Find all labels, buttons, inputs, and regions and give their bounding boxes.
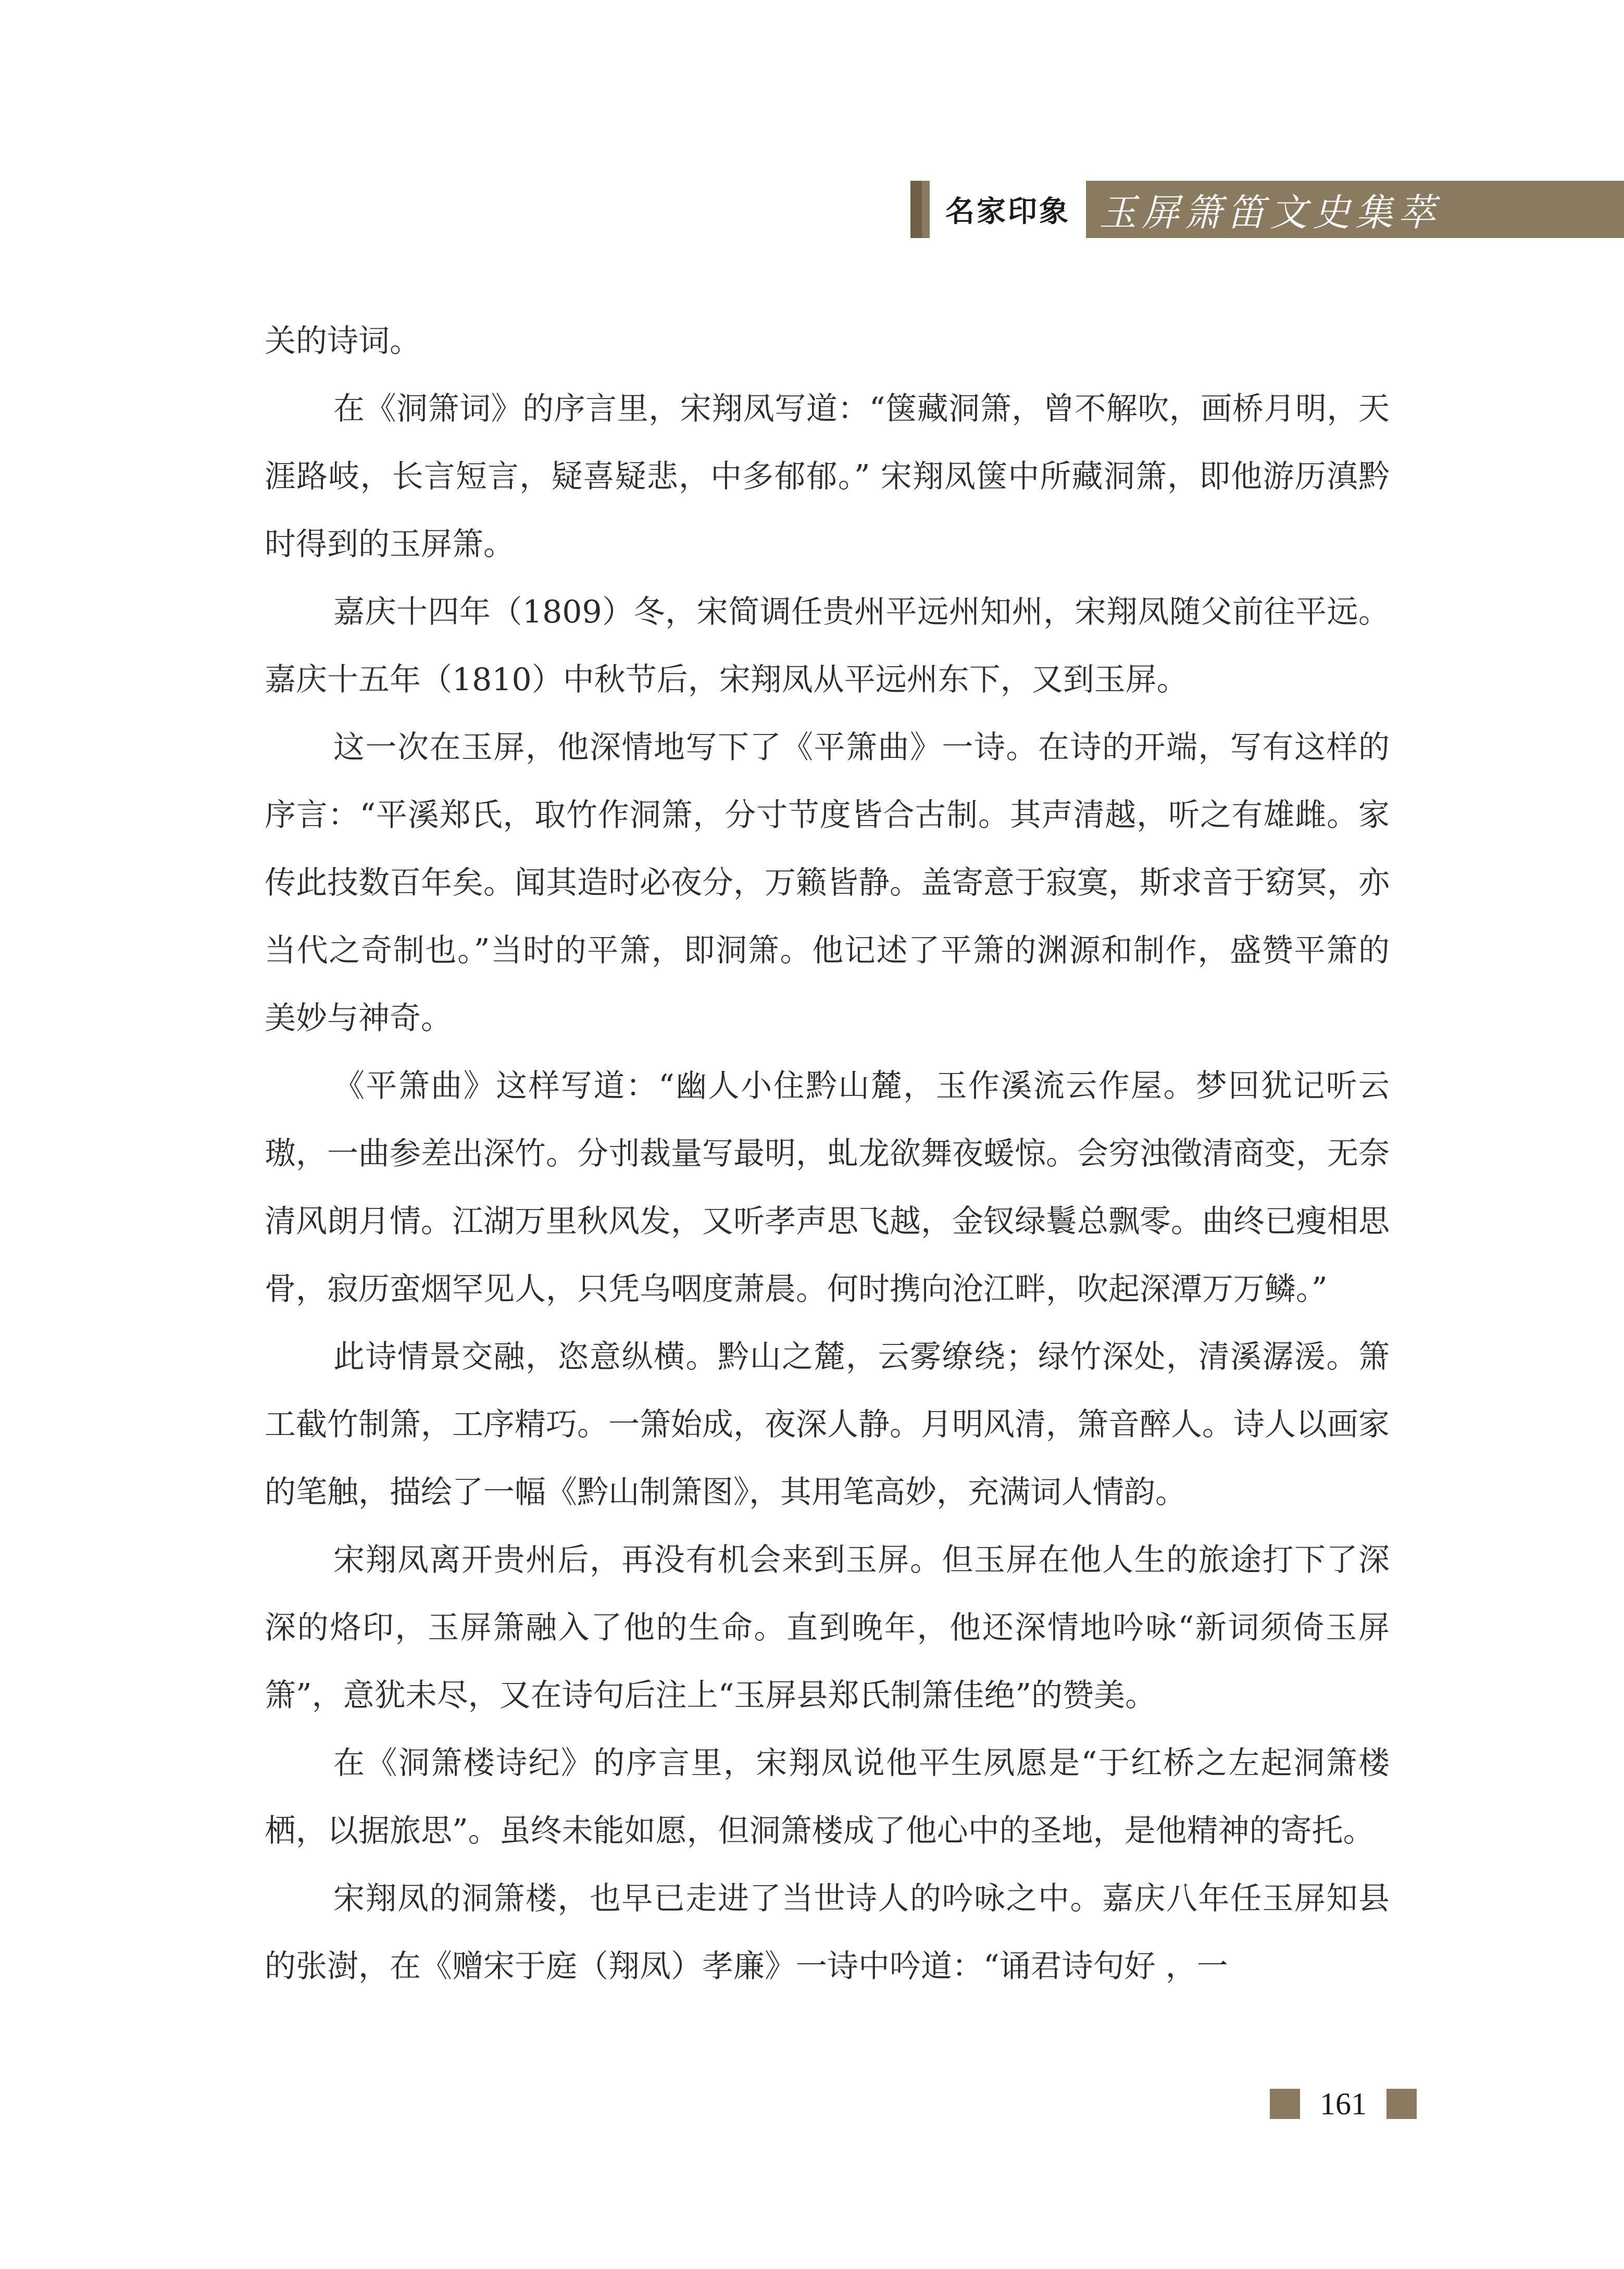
page-number: 161 — [1320, 2087, 1367, 2121]
paragraph-8: 在《洞箫楼诗纪》的序言里，宋翔凤说他平生夙愿是“于红桥之左起洞箫楼栖，以据旅思”。虽终未能如愿，但洞箫楼成了他心中的圣地，是他精神的寄托。 — [265, 1745, 1390, 1849]
header-section-title: 名家印象 — [930, 181, 1086, 238]
header-strip — [910, 181, 922, 238]
paragraph-3: 嘉庆十四年（1809）冬，宋简调任贵州平远州知州，宋翔凤随父前往平远。嘉庆十五年（1810）中秋节后，宋翔凤从平远州东下，又到玉屏。 — [265, 594, 1390, 698]
paragraph-9: 宋翔凤的洞箫楼，也早已走进了当世诗人的吟咏之中。嘉庆八年任玉屏知县的张澍，在《赠宋于庭（翔凤）孝廉》一诗中吟道：“诵君诗句好 ，一 — [265, 1880, 1390, 1985]
paragraph-1: 关的诗词。 — [265, 323, 421, 359]
header-series-title: 玉屏箫笛文史集萃 — [1099, 191, 1441, 234]
paragraph-6: 此诗情景交融，恣意纵横。黔山之麓，云雾缭绕；绿竹深处，清溪潺湲。箫工截竹制箫，工序精巧。一箫始成，夜深人静。月明风清，箫音醉人。诗人以画家的笔触，描绘了一幅《黔山制箫图》，其用笔高妙，充满词人情韵。 — [265, 1339, 1390, 1511]
body-text — [265, 307, 1390, 2000]
paragraph-5: 《平箫曲》这样写道：“幽人小住黔山麓，玉作溪流云作屋。梦回犹记听云璈，一曲参差出深竹。分刌裁量写最明，虬龙欲舞夜蝯惊。会穷浊徵清商变，无奈清风朗月情。江湖万里秋风发，又听孝声思飞越，金钗绿鬟总飘零。曲终已瘦相思骨，寂历蛮烟罕见人，只凭乌咽度萧晨。何时携向沧江畔，吹起深潭万万鳞。” — [265, 1068, 1390, 1307]
paragraph-7: 宋翔凤离开贵州后，再没有机会来到玉屏。但玉屏在他人生的旅途打下了深深的烙印，玉屏箫融入了他的生命。直到晚年，他还深情地吟咏“新词须倚玉屏箫”，意犹未尽，又在诗句后注上“玉屏县郑氏制箫佳绝”的赞美。 — [265, 1542, 1390, 1714]
footer-right-square — [1386, 2089, 1417, 2119]
page-footer — [1270, 2087, 1417, 2121]
paragraph-2: 在《洞箫词》的序言里，宋翔凤写道：“箧藏洞箫，曾不解吹，画桥月明，天涯路岐，长言短言，疑喜疑悲，中多郁郁。” 宋翔凤箧中所藏洞箫，即他游历滇黔时得到的玉屏箫。 — [265, 391, 1390, 563]
footer-left-square — [1270, 2089, 1300, 2119]
paragraph-4: 这一次在玉屏，他深情地写下了《平箫曲》一诗。在诗的开端，写有这样的序言：“平溪郑氏，取竹作洞箫，分寸节度皆合古制。其声清越，听之有雄雌。家传此技数百年矣。闻其造时必夜分，万籁皆静。盖寄意于寂寞，斯求音于窈冥，亦当代之奇制也。”当时的平箫，即洞箫。他记述了平箫的渊源和制作，盛赞平箫的美妙与神奇。 — [265, 729, 1390, 1037]
